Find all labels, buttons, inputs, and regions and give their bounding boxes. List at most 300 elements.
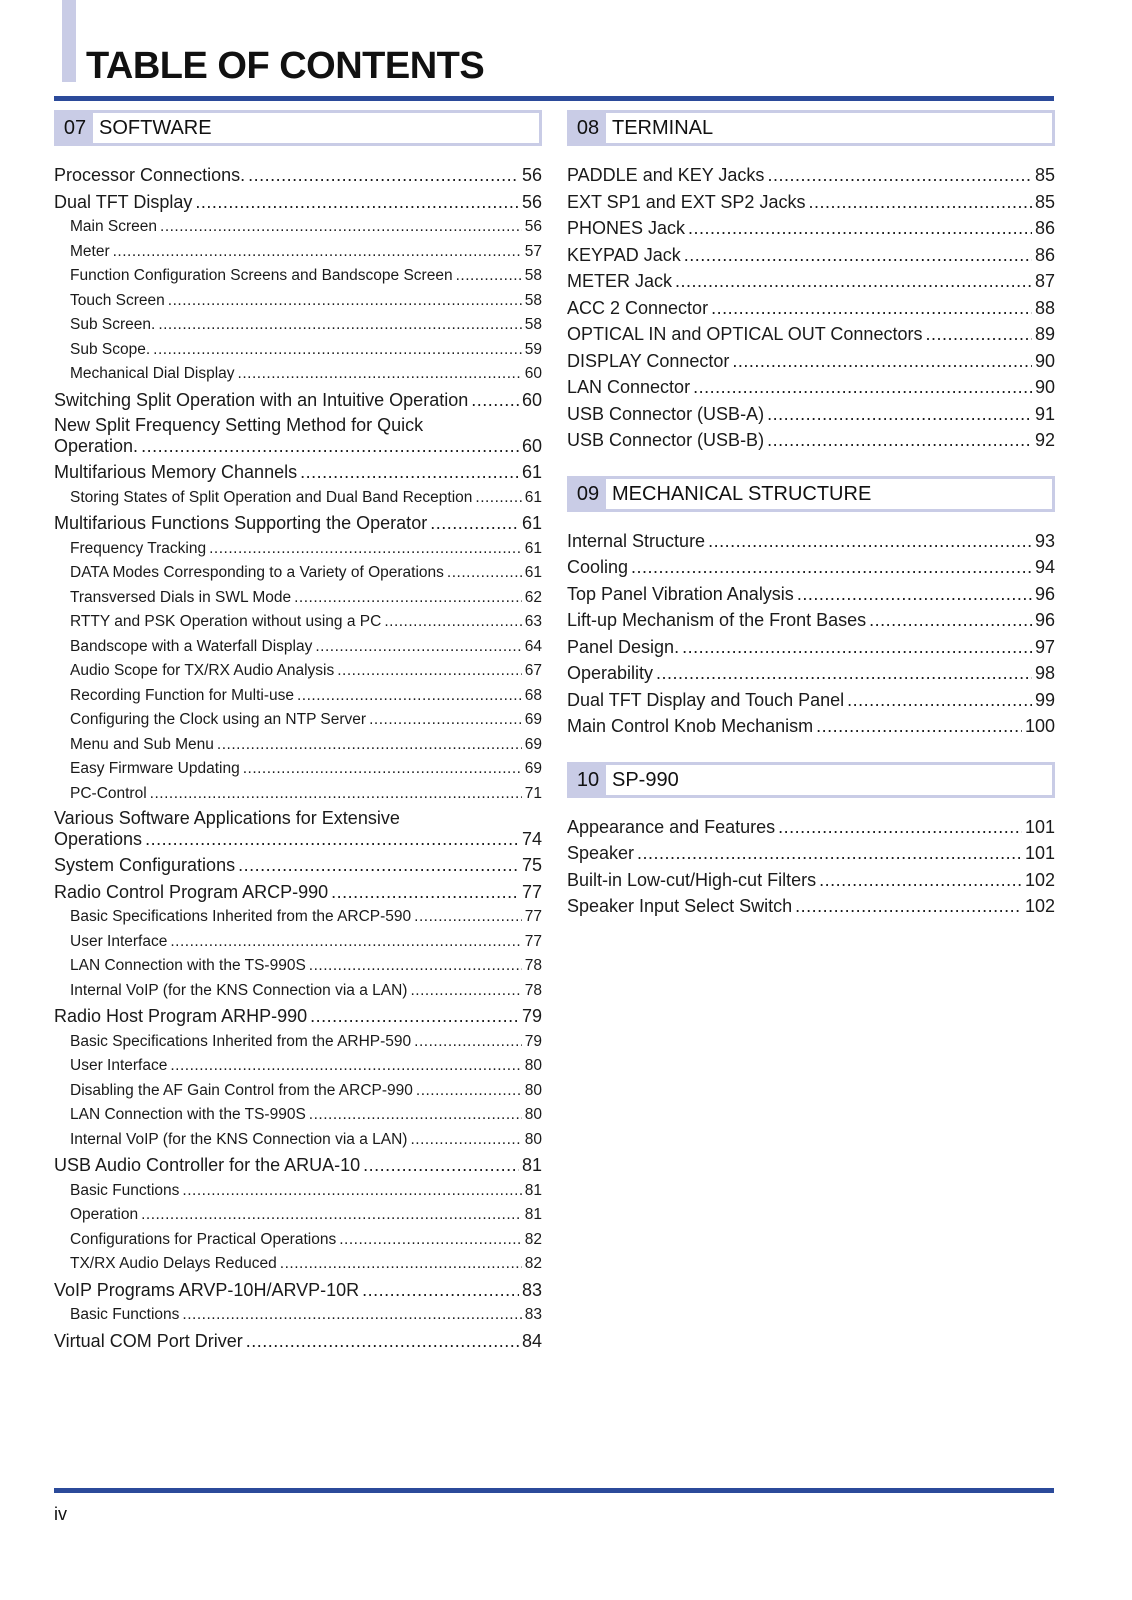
entry-label-continued: Operation. <box>54 436 139 456</box>
entry-label: RTTY and PSK Operation without using a PC <box>70 613 382 630</box>
dot-leader <box>693 374 1032 401</box>
entry-label: Configurations for Practical Operations <box>70 1230 337 1248</box>
dot-leader <box>363 1152 519 1179</box>
toc-entry[interactable] <box>567 348 1055 375</box>
toc-subentry[interactable] <box>54 757 542 782</box>
toc-entry[interactable] <box>567 295 1055 322</box>
toc-entry[interactable] <box>567 840 1055 867</box>
entry-page: 89 <box>1034 324 1055 344</box>
entry-label: Internal VoIP (for the KNS Connection via a LAN) <box>70 981 408 999</box>
entry-label: Main Screen <box>70 218 158 235</box>
dot-leader <box>153 338 522 363</box>
dot-leader <box>294 586 522 611</box>
entry-label: Switching Split Operation with an Intuitive Operation <box>54 389 469 410</box>
dot-leader <box>471 387 519 414</box>
toc-entry[interactable] <box>567 893 1055 920</box>
entry-page: 88 <box>1034 297 1055 318</box>
entry-page: 80 <box>524 1130 542 1148</box>
dot-leader <box>238 362 522 387</box>
entry-page: 78 <box>524 981 542 999</box>
toc-subentry[interactable] <box>54 338 542 363</box>
entry-page: 94 <box>1034 557 1055 577</box>
entry-label: LAN Connection with the TS-990S <box>70 957 306 974</box>
entry-page: 102 <box>1024 869 1055 890</box>
toc-subentry[interactable] <box>54 610 542 635</box>
entry-label: System Configurations <box>54 855 236 875</box>
entry-label: Panel Design. <box>567 636 680 657</box>
entry-page: 61 <box>524 539 542 557</box>
dot-leader <box>416 1079 522 1104</box>
section-header <box>54 110 542 146</box>
toc-subentry[interactable] <box>54 586 542 611</box>
section-gap <box>567 740 1055 762</box>
entry-page: 69 <box>524 711 542 728</box>
entry-page: 58 <box>524 291 542 309</box>
entry-label: Basic Specifications Inherited from the ARCP-590 <box>70 908 412 925</box>
toc-list <box>567 528 1055 740</box>
dot-leader <box>767 401 1032 428</box>
entry-page: 87 <box>1034 271 1055 291</box>
section-header <box>567 110 1055 146</box>
entry-label: Mechanical Dial Display <box>70 365 235 382</box>
dot-leader <box>410 1128 521 1153</box>
toc-entry[interactable] <box>54 1328 542 1355</box>
toc-subentry[interactable] <box>54 1303 542 1328</box>
dot-leader <box>113 240 522 265</box>
dot-leader <box>456 264 522 289</box>
toc-subentry[interactable] <box>54 561 542 586</box>
dot-leader <box>339 1228 522 1253</box>
entry-label: PC-Control <box>70 784 147 802</box>
dot-leader <box>447 561 522 586</box>
entry-page: 80 <box>524 1057 542 1074</box>
dot-leader <box>243 757 522 782</box>
entry-label: Multifarious Memory Channels <box>54 462 298 482</box>
toc-list <box>567 814 1055 920</box>
toc-list <box>54 162 542 1354</box>
dot-leader <box>331 879 519 906</box>
dot-leader <box>711 295 1032 322</box>
toc-entry[interactable] <box>567 427 1055 454</box>
section-number: 07 <box>63 117 87 139</box>
dot-leader <box>430 510 519 537</box>
entry-page: 68 <box>524 686 542 704</box>
entry-page: 101 <box>1024 816 1055 837</box>
toc-entry[interactable] <box>567 660 1055 687</box>
entry-label: USB Connector (USB-B) <box>567 430 765 450</box>
entry-page: 96 <box>1034 583 1055 604</box>
entry-page: 90 <box>1034 377 1055 397</box>
toc-subentry[interactable] <box>54 240 542 265</box>
entry-page: 58 <box>524 316 542 333</box>
entry-page: 71 <box>524 784 542 802</box>
entry-label: Dual TFT Display <box>54 191 193 212</box>
entry-page: 77 <box>524 932 542 950</box>
entry-label: Internal Structure <box>567 530 706 551</box>
entry-page: 74 <box>521 829 542 849</box>
toc-entry[interactable] <box>567 607 1055 634</box>
toc-subentry[interactable] <box>54 1252 542 1277</box>
entry-label: Virtual COM Port Driver <box>54 1330 243 1351</box>
dot-leader <box>732 348 1032 375</box>
entry-page: 79 <box>521 1006 542 1026</box>
entry-label: Lift-up Mechanism of the Front Bases <box>567 610 867 630</box>
toc-subentry[interactable] <box>54 979 542 1004</box>
section-title: SP-990 <box>606 765 1052 795</box>
entry-label: Dual TFT Display and Touch Panel <box>567 689 845 710</box>
entry-page: 101 <box>1024 843 1055 863</box>
dot-leader <box>708 528 1032 555</box>
dot-leader <box>816 713 1022 740</box>
entry-label: Storing States of Split Operation and Dual Band Reception <box>70 488 473 506</box>
toc-entry[interactable] <box>54 510 542 537</box>
entry-line2 <box>54 829 542 850</box>
dot-leader <box>238 852 519 879</box>
entry-label: PHONES Jack <box>567 218 686 238</box>
entry-label: VoIP Programs ARVP-10H/ARVP-10R <box>54 1279 360 1300</box>
toc-entry[interactable] <box>54 1277 542 1304</box>
dot-leader <box>414 905 522 930</box>
entry-page: 100 <box>1024 716 1055 736</box>
entry-page: 99 <box>1034 689 1055 710</box>
section-title: TERMINAL <box>606 113 1052 143</box>
entry-label: Speaker <box>567 843 635 863</box>
toc-subentry[interactable] <box>54 1079 542 1104</box>
entry-page: 96 <box>1034 610 1055 630</box>
entry-label: New Split Frequency Setting Method for Quick <box>54 415 424 435</box>
entry-page: 90 <box>1034 350 1055 371</box>
entry-label: Built-in Low-cut/High-cut Filters <box>567 869 817 890</box>
entry-label: Operability <box>567 663 654 683</box>
dot-leader <box>297 684 522 709</box>
entry-label: Appearance and Features <box>567 816 776 837</box>
toc-subentry[interactable] <box>54 1228 542 1253</box>
dot-leader <box>246 1328 519 1355</box>
dot-leader <box>767 162 1032 189</box>
right-column <box>567 110 1055 920</box>
dot-leader <box>631 554 1032 581</box>
section-number: 09 <box>576 482 600 505</box>
entry-label: User Interface <box>70 932 168 950</box>
dot-leader <box>141 1203 522 1228</box>
dot-leader <box>248 162 519 189</box>
page-number: iv <box>54 1504 67 1524</box>
entry-page: 61 <box>524 564 542 581</box>
entry-label: LAN Connection with the TS-990S <box>70 1106 306 1123</box>
entry-label: DATA Modes Corresponding to a Variety of Operations <box>70 564 444 581</box>
dot-leader <box>656 660 1032 687</box>
entry-page: 80 <box>524 1106 542 1123</box>
toc-entry[interactable] <box>567 242 1055 269</box>
entry-page: 85 <box>1034 191 1055 212</box>
entry-label: Cooling <box>567 557 629 577</box>
toc-entry[interactable] <box>567 321 1055 348</box>
toc-entry[interactable] <box>567 554 1055 581</box>
toc-entry[interactable] <box>567 713 1055 740</box>
entry-label: ACC 2 Connector <box>567 297 709 318</box>
top-rule <box>54 96 1054 101</box>
toc-list <box>567 162 1055 454</box>
entry-page: 69 <box>524 735 542 753</box>
entry-page: 61 <box>521 462 542 482</box>
entry-page: 83 <box>521 1279 542 1300</box>
entry-label: Top Panel Vibration Analysis <box>567 583 794 604</box>
entry-label: Speaker Input Select Switch <box>567 896 793 916</box>
dot-leader <box>160 215 522 240</box>
toc-entry[interactable] <box>54 189 542 216</box>
entry-label: Function Configuration Screens and Bandscope Screen <box>70 267 453 284</box>
dot-leader <box>475 486 521 511</box>
entry-page: 56 <box>521 165 542 185</box>
entry-label: Disabling the AF Gain Control from the ARCP-990 <box>70 1081 413 1099</box>
toc-entry[interactable] <box>567 867 1055 894</box>
dot-leader <box>145 829 519 850</box>
entry-page: 62 <box>524 588 542 606</box>
entry-page: 102 <box>1024 896 1055 916</box>
entry-label: Meter <box>70 242 110 260</box>
entry-page: 64 <box>524 637 542 655</box>
dot-leader <box>337 659 522 684</box>
dot-leader <box>869 607 1032 634</box>
entry-label: Audio Scope for TX/RX Audio Analysis <box>70 662 335 679</box>
bottom-rule <box>54 1488 1054 1493</box>
entry-label: TX/RX Audio Delays Reduced <box>70 1255 277 1272</box>
dot-leader <box>182 1303 521 1328</box>
toc-subentry[interactable] <box>54 930 542 955</box>
entry-page: 61 <box>521 513 542 533</box>
entry-page: 91 <box>1034 403 1055 424</box>
dot-leader <box>209 537 522 562</box>
entry-label: Internal VoIP (for the KNS Connection via a LAN) <box>70 1130 408 1148</box>
entry-page: 86 <box>1034 244 1055 265</box>
left-column <box>54 110 542 1354</box>
toc-subentry[interactable] <box>54 215 542 240</box>
entry-page: 97 <box>1034 636 1055 657</box>
toc-subentry[interactable] <box>54 954 542 979</box>
entry-page: 59 <box>524 340 542 358</box>
dot-leader <box>315 635 521 660</box>
toc-entry[interactable] <box>567 215 1055 242</box>
entry-page: 98 <box>1034 663 1055 683</box>
dot-leader <box>414 1030 522 1055</box>
toc-entry[interactable] <box>54 162 542 189</box>
entry-page: 78 <box>524 957 542 974</box>
toc-entry[interactable] <box>54 459 542 486</box>
toc-subentry[interactable] <box>54 659 542 684</box>
entry-page: 85 <box>1034 165 1055 185</box>
dot-leader <box>369 708 522 733</box>
entry-label: USB Connector (USB-A) <box>567 403 765 424</box>
entry-page: 83 <box>524 1306 542 1323</box>
entry-page: 77 <box>521 881 542 902</box>
entry-label: Radio Control Program ARCP-990 <box>54 881 329 902</box>
entry-page: 81 <box>524 1181 542 1199</box>
dot-leader <box>797 581 1032 608</box>
section-number: 08 <box>576 117 600 139</box>
page-title: TABLE OF CONTENTS <box>86 45 485 87</box>
entry-page: 57 <box>524 242 542 260</box>
dot-leader <box>182 1179 521 1204</box>
dot-leader <box>141 436 519 457</box>
entry-label: Menu and Sub Menu <box>70 735 214 753</box>
entry-page: 81 <box>524 1206 542 1223</box>
entry-label: LAN Connector <box>567 377 691 397</box>
toc-entry[interactable] <box>567 687 1055 714</box>
dot-leader <box>158 313 521 338</box>
dot-leader <box>410 979 521 1004</box>
section-title: MECHANICAL STRUCTURE <box>606 479 1052 509</box>
entry-label: Easy Firmware Updating <box>70 760 240 777</box>
toc-subentry[interactable] <box>54 684 542 709</box>
entry-label: Processor Connections. <box>54 165 246 185</box>
entry-label: Recording Function for Multi-use <box>70 686 294 704</box>
toc-subentry[interactable] <box>54 264 542 289</box>
entry-label: DISPLAY Connector <box>567 350 730 371</box>
entry-page: 84 <box>521 1330 542 1351</box>
entry-label: PADDLE and KEY Jacks <box>567 165 765 185</box>
dot-leader <box>150 782 522 807</box>
entry-label: Basic Functions <box>70 1306 180 1323</box>
dot-leader <box>675 268 1032 295</box>
dot-leader <box>637 840 1022 867</box>
toc-subentry[interactable] <box>54 1054 542 1079</box>
entry-label: KEYPAD Jack <box>567 244 681 265</box>
entry-label: EXT SP1 and EXT SP2 Jacks <box>567 191 806 212</box>
toc-subentry[interactable] <box>54 635 542 660</box>
entry-label: Main Control Knob Mechanism <box>567 716 814 736</box>
toc-entry[interactable] <box>567 189 1055 216</box>
toc-entry[interactable] <box>567 162 1055 189</box>
section-number: 10 <box>576 768 600 791</box>
entry-page: 67 <box>524 662 542 679</box>
section-header <box>567 762 1055 798</box>
entry-label: Transversed Dials in SWL Mode <box>70 588 292 606</box>
toc-subentry[interactable] <box>54 362 542 387</box>
toc-entry[interactable] <box>567 374 1055 401</box>
toc-subentry[interactable] <box>54 1179 542 1204</box>
entry-label: Sub Screen. <box>70 316 156 333</box>
entry-label: Frequency Tracking <box>70 539 207 557</box>
toc-entry[interactable] <box>54 387 542 414</box>
toc-entry[interactable] <box>567 814 1055 841</box>
dot-leader <box>300 459 519 486</box>
dot-leader <box>795 893 1022 920</box>
dot-leader <box>819 867 1022 894</box>
entry-label: METER Jack <box>567 271 673 291</box>
dot-leader <box>195 189 519 216</box>
toc-subentry[interactable] <box>54 1103 542 1128</box>
dot-leader <box>280 1252 522 1277</box>
dot-leader <box>682 634 1032 661</box>
entry-label: Basic Specifications Inherited from the ARHP-590 <box>70 1032 412 1050</box>
entry-page: 92 <box>1034 430 1055 450</box>
entry-label: OPTICAL IN and OPTICAL OUT Connectors <box>567 324 923 344</box>
entry-page: 61 <box>524 488 542 506</box>
toc-subentry[interactable] <box>54 313 542 338</box>
entry-label: Configuring the Clock using an NTP Server <box>70 711 367 728</box>
dot-leader <box>384 610 521 635</box>
entry-page: 80 <box>524 1081 542 1099</box>
dot-leader <box>170 1054 521 1079</box>
title-accent-bar <box>62 0 76 82</box>
toc-subentry[interactable] <box>54 905 542 930</box>
toc-entry[interactable] <box>54 413 542 459</box>
toc-subentry[interactable] <box>54 733 542 758</box>
entry-page: 82 <box>524 1230 542 1248</box>
entry-page: 56 <box>524 218 542 235</box>
entry-line2 <box>54 436 542 457</box>
dot-leader <box>309 954 522 979</box>
entry-page: 60 <box>521 389 542 410</box>
toc-subentry[interactable] <box>54 537 542 562</box>
toc-entry[interactable] <box>54 879 542 906</box>
toc-entry[interactable] <box>567 268 1055 295</box>
toc-entry[interactable] <box>567 401 1055 428</box>
toc-subentry[interactable] <box>54 486 542 511</box>
entry-page: 82 <box>524 1255 542 1272</box>
toc-entry[interactable] <box>54 1003 542 1030</box>
entry-label: Multifarious Functions Supporting the Operator <box>54 513 428 533</box>
dot-leader <box>847 687 1032 714</box>
toc-entry[interactable] <box>567 634 1055 661</box>
entry-page: 81 <box>521 1155 542 1175</box>
toc-entry[interactable] <box>54 852 542 879</box>
section-header <box>567 476 1055 512</box>
dot-leader <box>217 733 522 758</box>
entry-page: 60 <box>521 436 542 456</box>
toc-subentry[interactable] <box>54 1030 542 1055</box>
toc-subentry[interactable] <box>54 708 542 733</box>
entry-page: 58 <box>524 267 542 284</box>
entry-label: USB Audio Controller for the ARUA-10 <box>54 1155 361 1175</box>
entry-label: Radio Host Program ARHP-990 <box>54 1006 308 1026</box>
toc-subentry[interactable] <box>54 782 542 807</box>
entry-page: 75 <box>521 855 542 875</box>
toc-entry[interactable] <box>54 806 542 852</box>
entry-page: 86 <box>1034 218 1055 238</box>
entry-label: Sub Scope. <box>70 340 151 358</box>
entry-label: User Interface <box>70 1057 168 1074</box>
entry-label: Bandscope with a Waterfall Display <box>70 637 313 655</box>
toc-entry[interactable] <box>54 1152 542 1179</box>
entry-page: 63 <box>524 613 542 630</box>
dot-leader <box>309 1103 522 1128</box>
toc-subentry[interactable] <box>54 1128 542 1153</box>
toc-entry[interactable] <box>567 581 1055 608</box>
toc-subentry[interactable] <box>54 1203 542 1228</box>
toc-entry[interactable] <box>567 528 1055 555</box>
entry-page: 60 <box>524 365 542 382</box>
section-title: SOFTWARE <box>93 113 539 143</box>
entry-label: Touch Screen <box>70 291 165 309</box>
entry-label: Various Software Applications for Extensive <box>54 808 400 828</box>
entry-label-continued: Operations <box>54 829 143 849</box>
section-gap <box>567 454 1055 476</box>
dot-leader <box>684 242 1032 269</box>
entry-label: Operation <box>70 1206 139 1223</box>
dot-leader <box>310 1003 519 1030</box>
dot-leader <box>808 189 1032 216</box>
dot-leader <box>170 930 521 955</box>
dot-leader <box>767 427 1032 454</box>
entry-label: Basic Functions <box>70 1181 180 1199</box>
entry-page: 56 <box>521 191 542 212</box>
toc-subentry[interactable] <box>54 289 542 314</box>
dot-leader <box>168 289 522 314</box>
dot-leader <box>362 1277 519 1304</box>
dot-leader <box>925 321 1032 348</box>
entry-page: 77 <box>524 908 542 925</box>
